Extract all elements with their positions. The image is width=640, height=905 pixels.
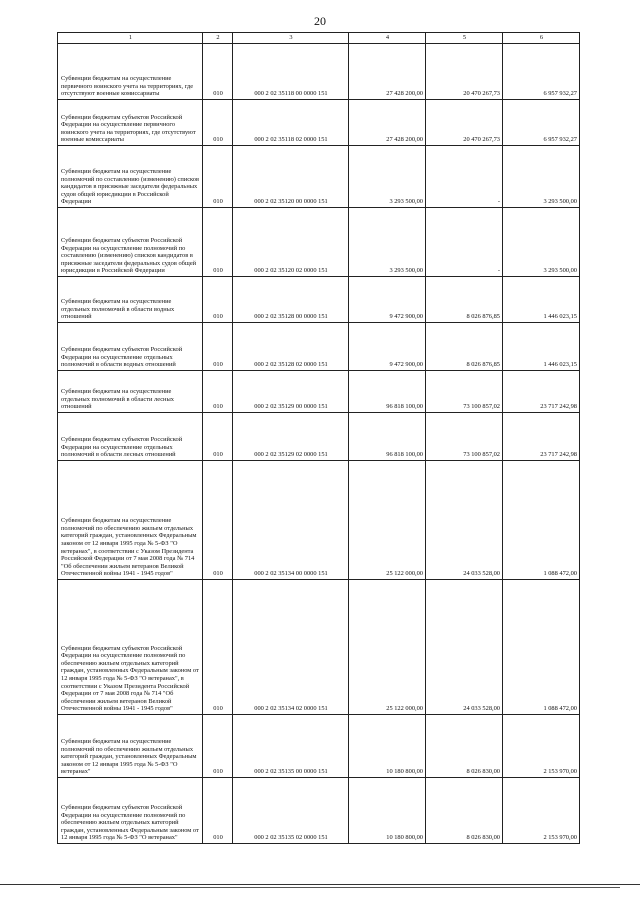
row-code: 010 [203, 146, 233, 208]
row-rest: 2 153 970,00 [503, 715, 580, 778]
row-name: Субвенции бюджетам субъектов Российской Федерации на осуществление отдельных полномочий в области лесных отношений [58, 413, 203, 461]
row-plan: 10 180 800,00 [349, 715, 426, 778]
row-rest: 1 088 472,00 [503, 461, 580, 580]
row-code: 010 [203, 580, 233, 715]
row-code: 010 [203, 371, 233, 413]
row-exec: 8 026 876,85 [426, 277, 503, 323]
row-kbk: 000 2 02 35118 00 0000 151 [233, 44, 349, 100]
row-name: Субвенции бюджетам на осуществление полномочий по обеспечению жильем отдельных категорий граждан, установленных Федеральным законом от 12 января 1995 года № 5-ФЗ "О ветеранах", в соответствии с Указом Президента Российской Федерации от 7 мая 2008 года № 714 "Об обеспечении жильем ветеранов Великой Отечественной войны 1941 - 1945 годов" [58, 461, 203, 580]
row-rest: 6 957 932,27 [503, 44, 580, 100]
row-name: Субвенции бюджетам субъектов Российской Федерации на осуществление отдельных полномочий в области водных отношений [58, 323, 203, 371]
row-exec: 24 033 528,00 [426, 461, 503, 580]
header-col-4: 4 [349, 33, 426, 44]
row-kbk: 000 2 02 35134 00 0000 151 [233, 461, 349, 580]
row-plan: 25 122 000,00 [349, 461, 426, 580]
row-code: 010 [203, 461, 233, 580]
row-name: Субвенции бюджетам субъектов Российской Федерации на осуществление первичного воинского учета на территориях, где отсутствуют военные комиссариаты [58, 100, 203, 146]
row-plan: 96 818 100,00 [349, 413, 426, 461]
row-name: Субвенции бюджетам на осуществление отдельных полномочий в области лесных отношений [58, 371, 203, 413]
row-name: Субвенции бюджетам субъектов Российской Федерации на осуществление полномочий по обеспечению жильем отдельных категорий граждан, установленных Федеральным законом от 12 января 1995 года № 5-ФЗ "О ветеранах" [58, 778, 203, 844]
row-name: Субвенции бюджетам субъектов Российской Федерации на осуществление полномочий по обеспечению жильем отдельных категорий граждан, установленных Федеральным законом от 12 января 1995 года № 5-ФЗ "О ветеранах", в соответствии с Указом Президента Российской Федерации от 7 мая 2008 года № 714 "Об обеспечении жильем ветеранов Великой Отечественной войны 1941 - 1945 годов" [58, 580, 203, 715]
row-kbk: 000 2 02 35135 00 0000 151 [233, 715, 349, 778]
row-plan: 3 293 500,00 [349, 208, 426, 277]
row-kbk: 000 2 02 35129 00 0000 151 [233, 371, 349, 413]
row-plan: 10 180 800,00 [349, 778, 426, 844]
table-row [58, 778, 580, 844]
row-exec: 8 026 830,00 [426, 715, 503, 778]
row-rest: 3 293 500,00 [503, 208, 580, 277]
row-exec: 73 100 857,02 [426, 413, 503, 461]
row-exec: 20 470 267,73 [426, 100, 503, 146]
row-rest: 6 957 932,27 [503, 100, 580, 146]
row-code: 010 [203, 778, 233, 844]
row-name: Субвенции бюджетам субъектов Российской Федерации на осуществление полномочий по составлению (изменению) списков кандидатов в присяжные заседатели федеральных судов общей юрисдикции в Российской Федерации [58, 208, 203, 277]
table-row [58, 413, 580, 461]
row-kbk: 000 2 02 35128 02 0000 151 [233, 323, 349, 371]
table-row [58, 146, 580, 208]
scan-edge-line [0, 884, 640, 885]
table-row [58, 461, 580, 580]
row-plan: 96 818 100,00 [349, 371, 426, 413]
row-rest: 1 446 023,15 [503, 277, 580, 323]
row-kbk: 000 2 02 35135 02 0000 151 [233, 778, 349, 844]
row-rest: 23 717 242,98 [503, 413, 580, 461]
row-name: Субвенции бюджетам на осуществление первичного воинского учета на территориях, где отсутствуют военные комиссариаты [58, 44, 203, 100]
table-row [58, 100, 580, 146]
row-name: Субвенции бюджетам на осуществление полномочий по составлению (изменению) списков кандидатов в присяжные заседатели федеральных судов общей юрисдикции в Российской Федерации [58, 146, 203, 208]
row-plan: 27 428 200,00 [349, 100, 426, 146]
row-plan: 9 472 900,00 [349, 323, 426, 371]
budget-table [57, 32, 580, 844]
row-rest: 3 293 500,00 [503, 146, 580, 208]
row-name: Субвенции бюджетам на осуществление отдельных полномочий в области водных отношений [58, 277, 203, 323]
row-rest: 23 717 242,98 [503, 371, 580, 413]
row-plan: 9 472 900,00 [349, 277, 426, 323]
row-kbk: 000 2 02 35120 02 0000 151 [233, 208, 349, 277]
row-code: 010 [203, 413, 233, 461]
table-row [58, 44, 580, 100]
header-col-3: 3 [233, 33, 349, 44]
table-row [58, 208, 580, 277]
row-code: 010 [203, 100, 233, 146]
row-code: 010 [203, 277, 233, 323]
row-code: 010 [203, 715, 233, 778]
row-plan: 25 122 000,00 [349, 580, 426, 715]
row-name: Субвенции бюджетам на осуществление полномочий по обеспечению жильем отдельных категорий граждан, установленных Федеральным законом от 12 января 1995 года № 5-ФЗ "О ветеранах" [58, 715, 203, 778]
table-row [58, 277, 580, 323]
table-row [58, 371, 580, 413]
table-row [58, 580, 580, 715]
page-number: 20 [314, 14, 326, 28]
row-exec: 8 026 876,85 [426, 323, 503, 371]
row-plan: 27 428 200,00 [349, 44, 426, 100]
row-rest: 2 153 970,00 [503, 778, 580, 844]
row-code: 010 [203, 208, 233, 277]
table-header-row [58, 33, 580, 44]
row-exec: 24 033 528,00 [426, 580, 503, 715]
row-kbk: 000 2 02 35118 02 0000 151 [233, 100, 349, 146]
row-code: 010 [203, 323, 233, 371]
row-exec: - [426, 208, 503, 277]
row-exec: 8 026 830,00 [426, 778, 503, 844]
row-kbk: 000 2 02 35129 02 0000 151 [233, 413, 349, 461]
row-exec: 20 470 267,73 [426, 44, 503, 100]
row-rest: 1 446 023,15 [503, 323, 580, 371]
header-col-5: 5 [426, 33, 503, 44]
scan-edge-line-2 [60, 887, 620, 888]
row-kbk: 000 2 02 35128 00 0000 151 [233, 277, 349, 323]
row-plan: 3 293 500,00 [349, 146, 426, 208]
row-exec: 73 100 857,02 [426, 371, 503, 413]
row-code: 010 [203, 44, 233, 100]
table-row [58, 715, 580, 778]
row-kbk: 000 2 02 35134 02 0000 151 [233, 580, 349, 715]
header-col-2: 2 [203, 33, 233, 44]
table-row [58, 323, 580, 371]
row-rest: 1 088 472,00 [503, 580, 580, 715]
header-col-6: 6 [503, 33, 580, 44]
row-exec: - [426, 146, 503, 208]
header-col-1: 1 [58, 33, 203, 44]
row-kbk: 000 2 02 35120 00 0000 151 [233, 146, 349, 208]
